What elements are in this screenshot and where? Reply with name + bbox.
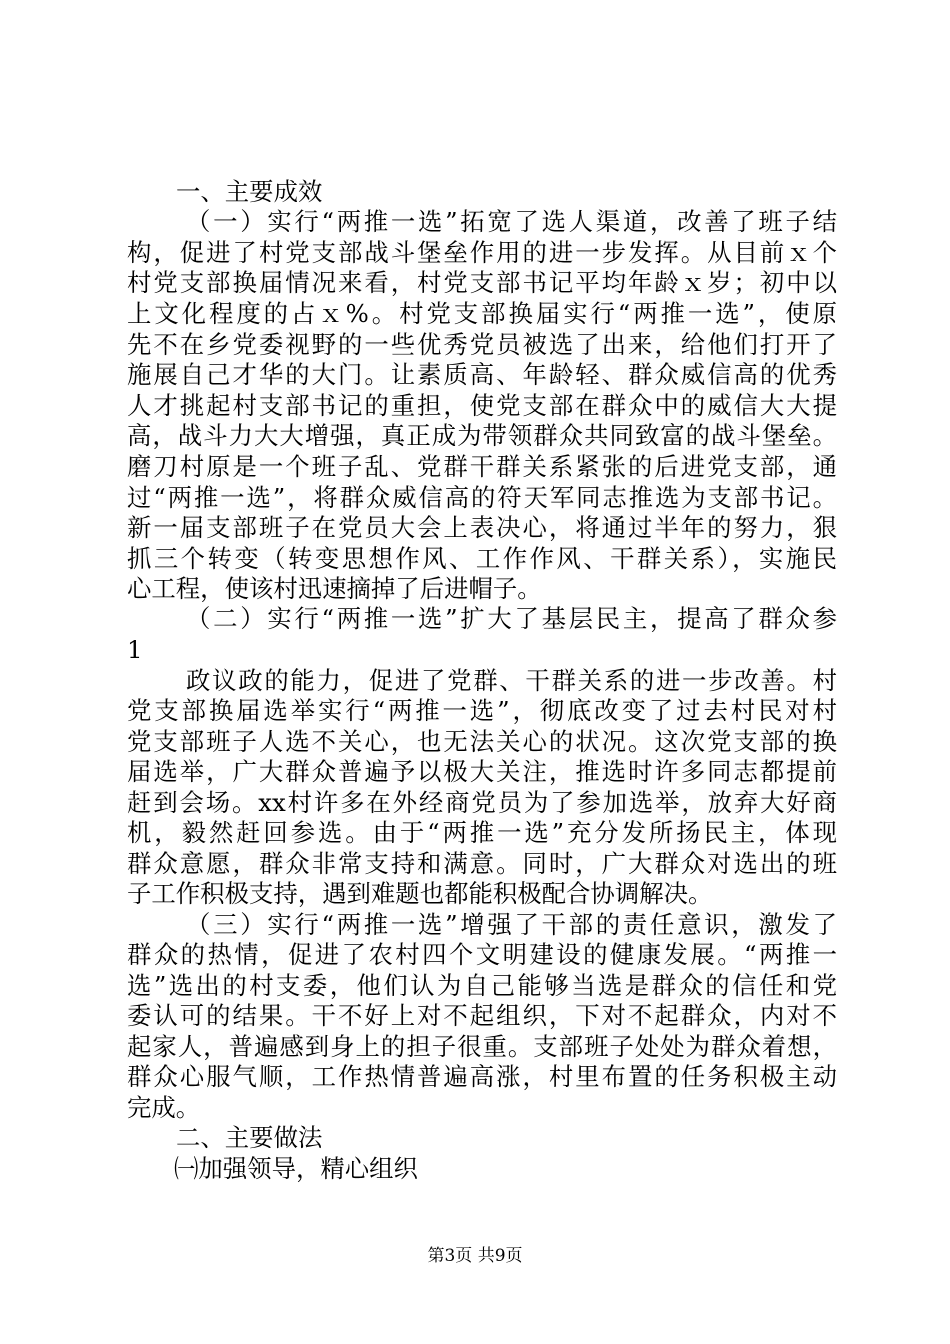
section-heading-main-methods: 二、主要做法: [176, 1123, 323, 1152]
paragraph-line: 届选举，广大群众普遍予以极大关注，推选时许多同志都提前: [127, 757, 837, 786]
paragraph-line: 施展自己才华的大门。让素质高、年龄轻、群众威信高的优秀: [127, 360, 837, 389]
paragraph-line: 机，毅然赶回参选。由于“两推一选”充分发所扬民主，体现: [127, 818, 837, 847]
subsection-heading: ㈠加强领导，精心组织: [174, 1154, 418, 1183]
paragraph-line: 先不在乡党委视野的一些优秀党员被选了出来，给他们打开了: [127, 330, 837, 359]
paragraph-line: 村党支部换届情况来看，村党支部书记平均年龄ｘ岁；初中以: [127, 268, 837, 297]
paragraph-line: （一）实行“两推一选”拓宽了选人渠道，改善了班子结: [186, 207, 837, 236]
paragraph-line: 过“两推一选”，将群众威信高的符天军同志推选为支部书记。: [127, 483, 837, 512]
paragraph-line: 心工程，使该村迅速摘掉了后进帽子。: [127, 574, 542, 603]
paragraph-line: 新一届支部班子在党员大会上表决心，将通过半年的努力，狠: [127, 513, 837, 542]
section-heading-main-results: 一、主要成效: [176, 177, 323, 206]
paragraph-line: 党支部班子人选不关心，也无法关心的状况。这次党支部的换: [127, 727, 837, 756]
paragraph-line: 群众心服气顺，工作热情普遍高涨，村里布置的任务积极主动: [127, 1062, 837, 1091]
paragraph-line: 人才挑起村支部书记的重担，使党支部在群众中的威信大大提: [127, 391, 837, 420]
paragraph-line: 群众的热情，促进了农村四个文明建设的健康发展。“两推一: [127, 940, 837, 969]
paragraph-line: 上文化程度的占ｘ%。村党支部换届实行“两推一选”，使原: [127, 299, 837, 328]
paragraph-line: 赶到会场。xx村许多在外经商党员为了参加选举，放弃大好商: [127, 788, 837, 817]
page-footer: 第3页 共9页: [427, 1246, 523, 1266]
paragraph-line: 政议政的能力，促进了党群、干群关系的进一步改善。村: [186, 666, 837, 695]
paragraph-line: 子工作积极支持，遇到难题也都能积极配合协调解决。: [127, 879, 713, 908]
paragraph-line: （三）实行“两推一选”增强了干部的责任意识，激发了: [186, 910, 837, 939]
paragraph-line: （二）实行“两推一选”扩大了基层民主，提高了群众参: [186, 604, 837, 633]
paragraph-line: 完成。: [127, 1093, 201, 1122]
paragraph-line: 党支部换届选举实行“两推一选”，彻底改变了过去村民对村: [127, 696, 837, 725]
page-marker: 1: [127, 635, 143, 664]
paragraph-line: 高，战斗力大大增强，真正成为带领群众共同致富的战斗堡垒。: [127, 421, 837, 450]
paragraph-line: 起家人，普遍感到身上的担子很重。支部班子处处为群众着想，: [127, 1032, 837, 1061]
paragraph-line: 选”选出的村支委，他们认为自己能够当选是群众的信任和党: [127, 971, 837, 1000]
paragraph-line: 磨刀村原是一个班子乱、党群干群关系紧张的后进党支部，通: [127, 452, 837, 481]
paragraph-line: 抓三个转变（转变思想作风、工作作风、干群关系），实施民: [127, 544, 837, 573]
paragraph-line: 群众意愿，群众非常支持和满意。同时，广大群众对选出的班: [127, 849, 837, 878]
paragraph-line: 委认可的结果。干不好上对不起组织，下对不起群众，内对不: [127, 1001, 837, 1030]
paragraph-line: 构，促进了村党支部战斗堡垒作用的进一步发挥。从目前ｘ个: [127, 238, 837, 267]
